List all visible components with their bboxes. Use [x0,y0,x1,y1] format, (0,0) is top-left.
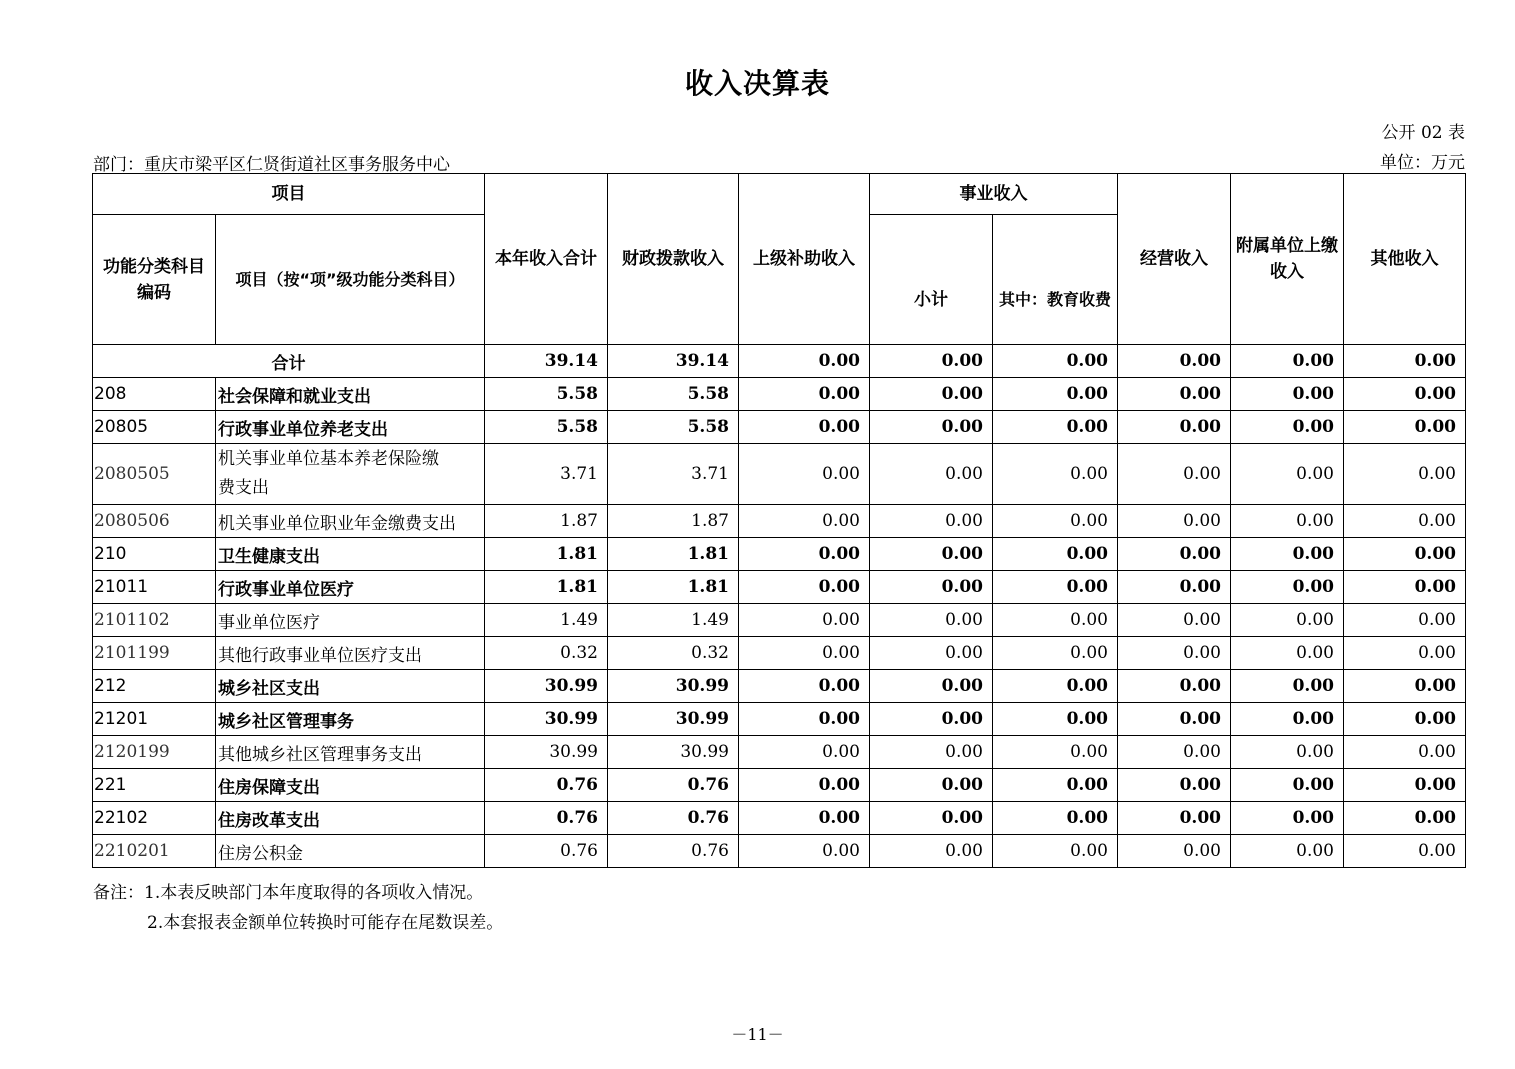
cell-value: 0.76 [608,802,739,835]
cell-code: 212 [93,670,216,703]
cell-value: 0.00 [1344,769,1466,802]
cell-code: 2210201 [93,835,216,868]
cell-value: 0.00 [993,411,1118,444]
cell-value: 0.00 [1231,505,1344,538]
cell-name: 城乡社区支出 [216,670,485,703]
cell-value: 0.00 [1231,670,1344,703]
cell-value: 0.00 [870,505,993,538]
header-affiliate: 附属单位上缴收入 [1231,174,1344,345]
cell-value: 0.00 [1118,736,1231,769]
cell-value: 0.00 [870,769,993,802]
cell-value: 0.00 [870,835,993,868]
header-superior: 上级补助收入 [739,174,870,345]
cell-value: 0.00 [1344,345,1466,378]
header-fiscal: 财政拨款收入 [608,174,739,345]
cell-value: 0.00 [739,378,870,411]
cell-value: 0.00 [870,637,993,670]
cell-value: 0.76 [608,835,739,868]
cell-name: 事业单位医疗 [216,604,485,637]
cell-value: 0.00 [1118,703,1231,736]
cell-value: 0.00 [1344,505,1466,538]
cell-name: 住房公积金 [216,835,485,868]
cell-value: 0.00 [739,505,870,538]
cell-value: 0.00 [1344,637,1466,670]
cell-value: 0.00 [1344,571,1466,604]
cell-value: 0.00 [739,835,870,868]
cell-name: 机关事业单位基本养老保险缴费支出 [216,444,485,505]
notes [93,878,503,938]
cell-value: 0.00 [993,538,1118,571]
cell-value: 0.76 [485,802,608,835]
cell-value: 0.00 [993,378,1118,411]
cell-value: 0.00 [1118,444,1231,505]
cell-name: 卫生健康支出 [216,538,485,571]
cell-value: 0.00 [1118,411,1231,444]
cell-value: 1.49 [608,604,739,637]
cell-code: 2080505 [93,444,216,505]
cell-value: 0.00 [870,802,993,835]
cell-value: 0.00 [739,736,870,769]
table-row [93,835,1466,868]
page-number: －11－ [731,1025,784,1044]
cell-value: 0.00 [739,538,870,571]
table-row [93,411,1466,444]
cell-value: 0.00 [1344,538,1466,571]
cell-code: 20805 [93,411,216,444]
cell-value: 0.00 [1118,571,1231,604]
cell-value: 0.00 [870,670,993,703]
cell-name: 城乡社区管理事务 [216,703,485,736]
cell-value: 0.00 [1118,345,1231,378]
cell-value: 1.81 [608,538,739,571]
table-row-total [93,345,1466,378]
cell-value: 0.00 [993,802,1118,835]
header-project: 项目 [93,174,485,215]
cell-value: 0.00 [1344,411,1466,444]
header-other: 其他收入 [1344,174,1466,345]
header-career: 事业收入 [870,174,1118,215]
cell-value: 0.32 [485,637,608,670]
cell-value: 0.00 [1118,835,1231,868]
cell-value: 0.00 [1344,444,1466,505]
cell-value: 0.00 [870,345,993,378]
cell-value: 0.00 [1118,505,1231,538]
cell-value: 0.00 [1231,571,1344,604]
cell-value: 0.00 [1344,736,1466,769]
cell-value: 0.00 [1118,802,1231,835]
cell-value: 5.58 [608,411,739,444]
cell-value: 1.49 [485,604,608,637]
cell-value: 0.00 [1344,604,1466,637]
header-name: 项目（按“项”级功能分类科目） [216,215,485,345]
cell-value: 0.00 [993,835,1118,868]
cell-value: 5.58 [485,378,608,411]
income-table [92,173,1466,868]
cell-value: 0.00 [1231,769,1344,802]
cell-value: 0.00 [870,703,993,736]
cell-name: 行政事业单位养老支出 [216,411,485,444]
header-business: 经营收入 [1118,174,1231,345]
page-title: 收入决算表 [684,67,830,100]
table-row [93,736,1466,769]
header-education: 其中：教育收费 [993,215,1118,345]
cell-value: 3.71 [485,444,608,505]
cell-value: 0.00 [993,769,1118,802]
cell-value: 0.00 [1231,444,1344,505]
table-row [93,571,1466,604]
cell-value: 0.00 [870,444,993,505]
cell-value: 0.00 [739,637,870,670]
cell-value: 5.58 [485,411,608,444]
cell-value: 0.00 [1344,378,1466,411]
cell-code: 22102 [93,802,216,835]
cell-value: 0.00 [1118,604,1231,637]
cell-code: 21201 [93,703,216,736]
cell-value: 0.00 [993,670,1118,703]
cell-value: 0.00 [1118,769,1231,802]
cell-value: 5.58 [608,378,739,411]
table-row [93,769,1466,802]
table-row [93,670,1466,703]
cell-value: 0.00 [739,411,870,444]
cell-value: 0.00 [739,345,870,378]
cell-value: 0.00 [1231,802,1344,835]
table-row [93,802,1466,835]
cell-value: 0.00 [1344,802,1466,835]
cell-value: 0.00 [739,604,870,637]
cell-value: 0.00 [993,444,1118,505]
cell-value: 0.00 [1118,670,1231,703]
cell-value: 0.00 [739,802,870,835]
cell-value: 30.99 [485,703,608,736]
cell-code: 2120199 [93,736,216,769]
cell-value: 0.00 [739,670,870,703]
cell-value: 0.00 [1231,538,1344,571]
cell-value: 0.00 [1118,538,1231,571]
cell-name: 其他行政事业单位医疗支出 [216,637,485,670]
cell-value: 0.00 [739,571,870,604]
cell-code: 210 [93,538,216,571]
table-row [93,505,1466,538]
note-2: 2.本套报表金额单位转换时可能存在尾数误差。 [147,913,504,933]
cell-value: 0.00 [993,604,1118,637]
table-row [93,604,1466,637]
cell-value: 0.32 [608,637,739,670]
cell-code: 208 [93,378,216,411]
total-label: 合计 [93,345,485,378]
cell-code: 21011 [93,571,216,604]
department-label: 部门：重庆市梁平区仁贤街道社区事务服务中心 [93,155,450,175]
cell-value: 39.14 [608,345,739,378]
cell-value: 0.00 [993,703,1118,736]
table-row [93,444,1466,505]
cell-code: 2101102 [93,604,216,637]
cell-name: 其他城乡社区管理事务支出 [216,736,485,769]
cell-value: 0.00 [1118,637,1231,670]
table-row [93,538,1466,571]
table-row [93,703,1466,736]
cell-value: 0.00 [1231,345,1344,378]
cell-value: 0.00 [870,378,993,411]
header-code: 功能分类科目编码 [93,215,216,345]
cell-value: 1.81 [608,571,739,604]
cell-value: 0.00 [1231,378,1344,411]
cell-value: 0.00 [870,736,993,769]
cell-value: 0.00 [1231,736,1344,769]
cell-value: 0.00 [1344,835,1466,868]
cell-value: 0.00 [993,571,1118,604]
header-total: 本年收入合计 [485,174,608,345]
cell-value: 0.76 [485,835,608,868]
cell-name: 住房改革支出 [216,802,485,835]
cell-value: 1.81 [485,571,608,604]
cell-value: 0.00 [1344,703,1466,736]
note-1: 备注：1.本表反映部门本年度取得的各项收入情况。 [93,883,484,903]
cell-code: 2080506 [93,505,216,538]
table-row [93,637,1466,670]
cell-value: 0.00 [739,444,870,505]
cell-name: 住房保障支出 [216,769,485,802]
cell-value: 1.81 [485,538,608,571]
cell-value: 0.00 [993,637,1118,670]
cell-value: 0.00 [739,769,870,802]
cell-value: 0.76 [608,769,739,802]
cell-code: 2101199 [93,637,216,670]
cell-value: 1.87 [485,505,608,538]
cell-value: 39.14 [485,345,608,378]
cell-name: 行政事业单位医疗 [216,571,485,604]
cell-value: 0.00 [1231,637,1344,670]
header-subtotal: 小计 [870,215,993,345]
cell-value: 3.71 [608,444,739,505]
cell-value: 0.00 [993,345,1118,378]
cell-value: 0.00 [1231,835,1344,868]
cell-name: 社会保障和就业支出 [216,378,485,411]
cell-value: 30.99 [608,703,739,736]
cell-code: 221 [93,769,216,802]
cell-value: 0.00 [1344,670,1466,703]
cell-value: 0.00 [870,411,993,444]
cell-value: 0.00 [739,703,870,736]
unit-label: 单位：万元 [1380,153,1465,173]
cell-name: 机关事业单位职业年金缴费支出 [216,505,485,538]
cell-value: 0.76 [485,769,608,802]
cell-value: 30.99 [485,736,608,769]
cell-value: 0.00 [1231,604,1344,637]
cell-value: 30.99 [608,670,739,703]
table-row [93,378,1466,411]
cell-value: 0.00 [1231,703,1344,736]
cell-value: 1.87 [608,505,739,538]
cell-value: 0.00 [870,604,993,637]
cell-value: 0.00 [870,571,993,604]
cell-value: 30.99 [485,670,608,703]
cell-value: 0.00 [870,538,993,571]
cell-value: 0.00 [993,505,1118,538]
cell-value: 0.00 [1118,378,1231,411]
form-number: 公开 02 表 [1381,123,1465,143]
cell-value: 0.00 [1231,411,1344,444]
cell-value: 30.99 [608,736,739,769]
cell-value: 0.00 [993,736,1118,769]
